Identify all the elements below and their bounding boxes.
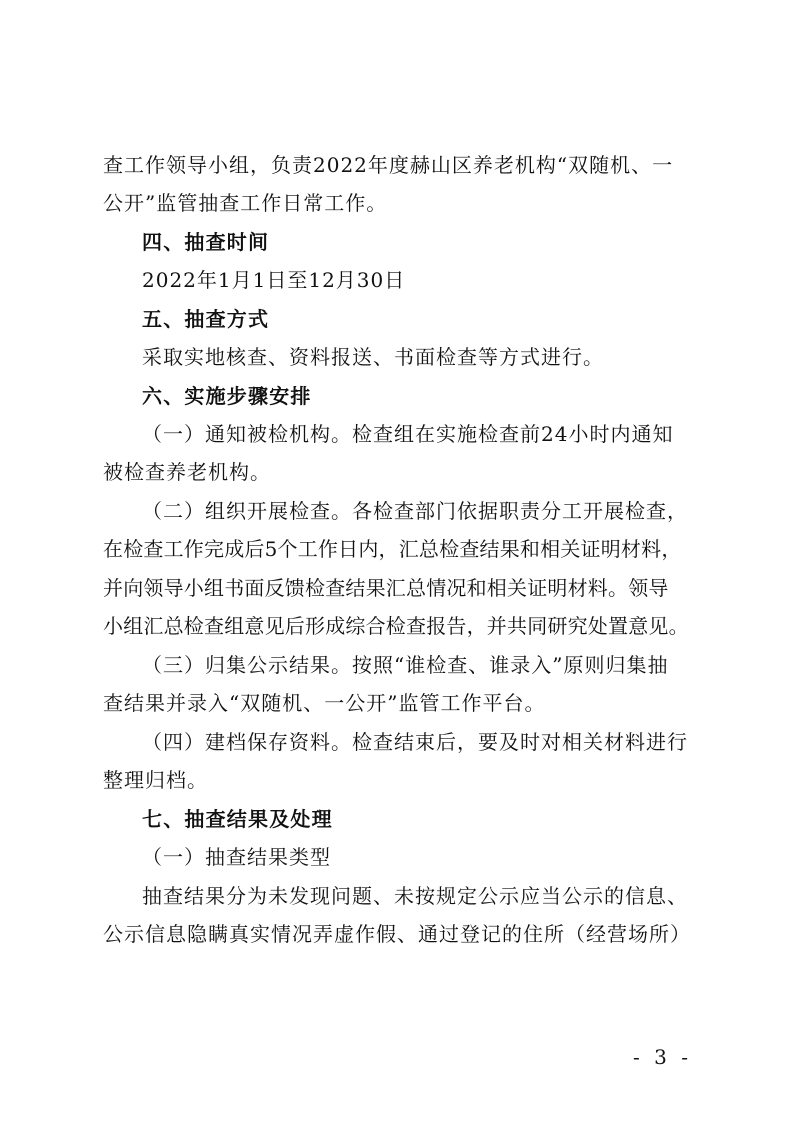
- body-text-line: 公开”监管抽查工作日常工作。: [103, 191, 388, 215]
- body-text-line: 公示信息隐瞒真实情况弄虚作假、通过登记的住所（经营场所）: [103, 922, 691, 946]
- body-text-line: （四）建档保存资料。检查结束后，要及时对相关材料进行: [142, 730, 688, 754]
- body-text-line: （一）抽查结果类型: [142, 845, 331, 869]
- body-text-line: （三）归集公示结果。按照“谁检查、谁录入”原则归集抽: [142, 653, 669, 677]
- body-text-line: 整理归档。: [103, 768, 208, 792]
- body-text-line: 小组汇总检查组意见后形成综合检查报告，并共同研究处置意见。: [103, 614, 689, 638]
- section-heading-results-handling: 七、抽查结果及处理: [142, 807, 333, 831]
- body-text-line: 并向领导小组书面反馈检查结果汇总情况和相关证明材料。领导: [103, 576, 669, 600]
- body-text-line: 抽查结果分为未发现问题、未按规定公示应当公示的信息、: [142, 884, 688, 908]
- body-text-line: 被检查养老机构。: [103, 460, 271, 484]
- body-text-line: 在检查工作完成后5个工作日内，汇总检查结果和相关证明材料，: [103, 537, 682, 561]
- section-heading-implementation-steps: 六、实施步骤安排: [142, 384, 312, 408]
- body-text-line: 采取实地核查、资料报送、书面检查等方式进行。: [142, 345, 604, 369]
- body-text-line: （一）通知被检机构。检查组在实施检查前24小时内通知: [142, 422, 674, 446]
- body-text-line: 查结果并录入“双随机、一公开”监管工作平台。: [103, 691, 546, 715]
- body-text-line: 2022年1月1日至12月30日: [142, 268, 406, 292]
- body-text-line: 查工作领导小组，负责2022年度赫山区养老机构“双随机、一: [103, 153, 674, 177]
- page-number: - 3 -: [633, 1045, 692, 1069]
- section-heading-inspection-time: 四、抽查时间: [142, 230, 270, 254]
- body-text-line: （二）组织开展检查。各检查部门依据职责分工开展检查，: [142, 499, 688, 523]
- section-heading-inspection-method: 五、抽查方式: [142, 307, 270, 331]
